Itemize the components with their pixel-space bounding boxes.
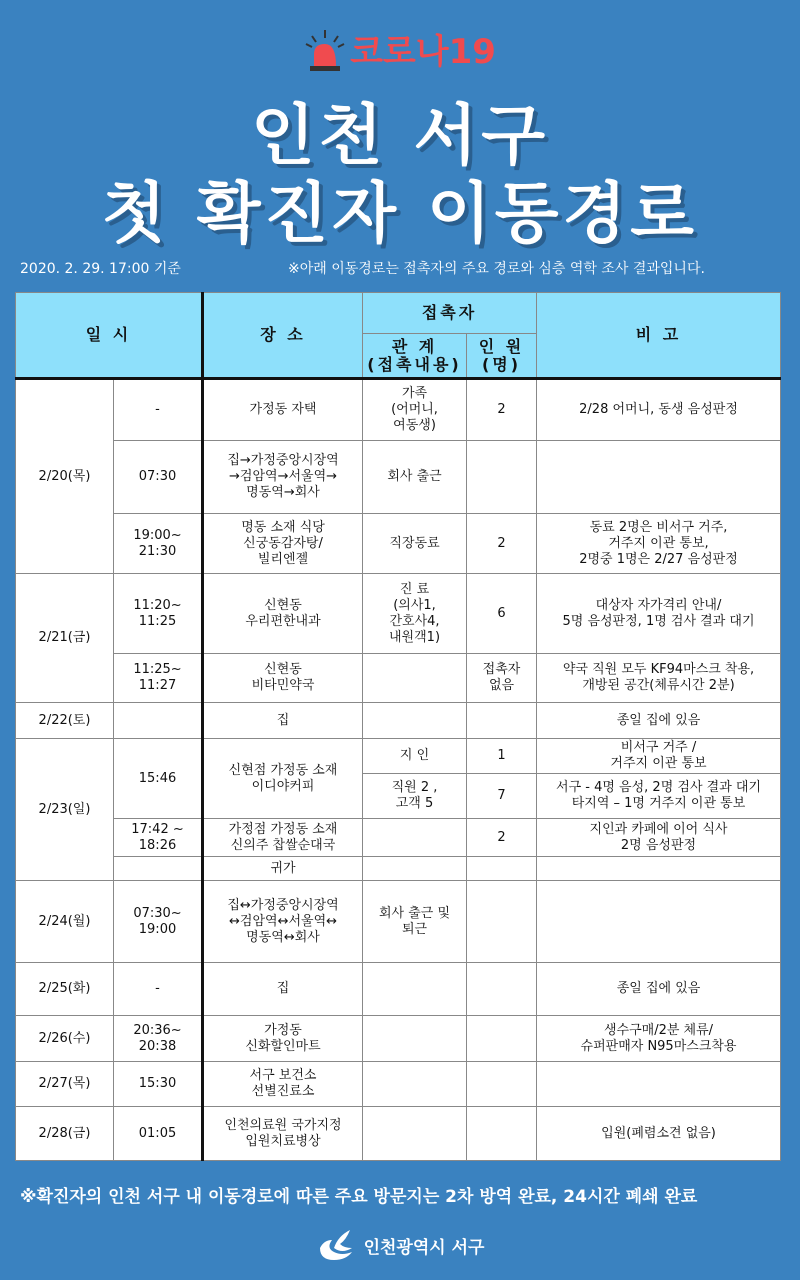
relation-cell xyxy=(363,1062,467,1107)
count-cell: 2 xyxy=(467,379,537,441)
covid-badge xyxy=(0,28,800,76)
remarks-cell xyxy=(537,857,781,881)
remarks-cell: 2/28 어머니, 동생 음성판정 xyxy=(537,379,781,441)
relation-cell: 회사 출근 및 퇴근 xyxy=(363,881,467,963)
count-cell xyxy=(467,857,537,881)
place-cell: 신현점 가정동 소재 이디야커피 xyxy=(203,739,363,819)
table-row xyxy=(16,819,781,857)
org-logo xyxy=(0,1228,800,1262)
time-cell: 07:30 xyxy=(114,441,203,514)
count-cell: 2 xyxy=(467,819,537,857)
count-cell xyxy=(467,703,537,739)
time-cell: 11:25~ 11:27 xyxy=(114,654,203,703)
date-cell: 2/25(화) xyxy=(16,963,114,1016)
time-cell xyxy=(114,703,203,739)
notice-text: ※아래 이동경로는 접촉자의 주요 경로와 심층 역학 조사 결과입니다. xyxy=(288,261,705,277)
place-cell: 신현동 우리편한내과 xyxy=(203,574,363,654)
relation-cell xyxy=(363,819,467,857)
badge-label: 코로나19 xyxy=(350,32,496,72)
place-cell: 집↔가정중앙시장역 ↔검암역↔서울역↔ 명동역↔회사 xyxy=(203,881,363,963)
siren-icon xyxy=(304,28,346,72)
place-cell: 집→가정중앙시장역 →검암역→서울역→ 명동역→회사 xyxy=(203,441,363,514)
remarks-cell: 입원(폐렴소견 없음) xyxy=(537,1107,781,1161)
table-row xyxy=(16,574,781,654)
table-row xyxy=(16,963,781,1016)
table-row xyxy=(16,379,781,441)
time-cell: - xyxy=(114,963,203,1016)
header-contacts: 접촉자 xyxy=(363,293,537,334)
relation-cell xyxy=(363,1016,467,1062)
count-cell: 접촉자 없음 xyxy=(467,654,537,703)
count-cell xyxy=(467,441,537,514)
date-cell: 2/21(금) xyxy=(16,574,114,703)
date-cell: 2/24(월) xyxy=(16,881,114,963)
table-row xyxy=(16,514,781,574)
date-cell: 2/22(토) xyxy=(16,703,114,739)
time-cell xyxy=(114,857,203,881)
place-cell: 가정점 가정동 소재 신의주 찹쌀순대국 xyxy=(203,819,363,857)
route-table xyxy=(15,292,781,1161)
remarks-cell: 약국 직원 모두 KF94마스크 착용, 개방된 공간(체류시간 2분) xyxy=(537,654,781,703)
date-cell: 2/26(수) xyxy=(16,1016,114,1062)
place-cell: 집 xyxy=(203,963,363,1016)
relation-cell xyxy=(363,654,467,703)
time-cell: 15:46 xyxy=(114,739,203,819)
count-cell: 7 xyxy=(467,774,537,819)
time-cell: 11:20~ 11:25 xyxy=(114,574,203,654)
table-row xyxy=(16,1016,781,1062)
place-cell: 명동 소재 식당 신궁동감자탕/ 빌리엔젤 xyxy=(203,514,363,574)
header-datetime: 일 시 xyxy=(16,293,203,379)
header-relation: 관 계 (접촉내용) xyxy=(363,334,467,379)
place-cell: 신현동 비타민약국 xyxy=(203,654,363,703)
count-cell: 6 xyxy=(467,574,537,654)
place-cell: 가정동 자택 xyxy=(203,379,363,441)
table-row xyxy=(16,739,781,774)
page-title-line1: 인천 서구 xyxy=(250,97,549,174)
header-place: 장 소 xyxy=(203,293,363,379)
time-cell: 19:00~ 21:30 xyxy=(114,514,203,574)
relation-cell: 직장동료 xyxy=(363,514,467,574)
time-cell: 15:30 xyxy=(114,1062,203,1107)
relation-cell: 가족 (어머니, 여동생) xyxy=(363,379,467,441)
page-title-line2: 첫 확진자 이동경로 xyxy=(101,175,698,252)
place-cell: 서구 보건소 선별진료소 xyxy=(203,1062,363,1107)
date-cell: 2/20(목) xyxy=(16,379,114,574)
remarks-cell: 지인과 카페에 이어 식사 2명 음성판정 xyxy=(537,819,781,857)
header-remarks: 비 고 xyxy=(537,293,781,379)
remarks-cell xyxy=(537,881,781,963)
time-cell: - xyxy=(114,379,203,441)
remarks-cell: 서구 - 4명 음성, 2명 검사 결과 대기 타지역 – 1명 거주지 이관 통보 xyxy=(537,774,781,819)
relation-cell: 회사 출근 xyxy=(363,441,467,514)
remarks-cell: 생수구매/2분 체류/ 슈퍼판매자 N95마스크착용 xyxy=(537,1016,781,1062)
header-count: 인 원 (명) xyxy=(467,334,537,379)
relation-cell xyxy=(363,963,467,1016)
time-cell: 17:42 ~ 18:26 xyxy=(114,819,203,857)
table-row xyxy=(16,654,781,703)
time-cell: 07:30~ 19:00 xyxy=(114,881,203,963)
seo-gu-logo-icon xyxy=(316,1228,356,1262)
remarks-cell: 대상자 자가격리 안내/ 5명 음성판정, 1명 검사 결과 대기 xyxy=(537,574,781,654)
count-cell xyxy=(467,1016,537,1062)
remarks-cell: 동료 2명은 비서구 거주, 거주지 이관 통보, 2명중 1명은 2/27 음성판정 xyxy=(537,514,781,574)
count-cell xyxy=(467,881,537,963)
relation-cell: 직원 2 , 고객 5 xyxy=(363,774,467,819)
remarks-cell: 종일 집에 있음 xyxy=(537,703,781,739)
table-row xyxy=(16,441,781,514)
place-cell: 인천의료원 국가지정 입원치료병상 xyxy=(203,1107,363,1161)
as-of-date: 2020. 2. 29. 17:00 기준 xyxy=(20,261,181,277)
org-name: 인천광역시 서구 xyxy=(363,1237,485,1258)
table-row xyxy=(16,703,781,739)
count-cell xyxy=(467,1062,537,1107)
count-cell xyxy=(467,1107,537,1161)
relation-cell xyxy=(363,703,467,739)
time-cell: 01:05 xyxy=(114,1107,203,1161)
footer-note: ※확진자의 인천 서구 내 이동경로에 따른 주요 방문지는 2차 방역 완료, 24시간 폐쇄 완료 xyxy=(20,1187,698,1207)
count-cell xyxy=(467,963,537,1016)
date-cell: 2/23(일) xyxy=(16,739,114,881)
remarks-cell: 종일 집에 있음 xyxy=(537,963,781,1016)
place-cell: 가정동 신화할인마트 xyxy=(203,1016,363,1062)
date-cell: 2/28(금) xyxy=(16,1107,114,1161)
date-cell: 2/27(목) xyxy=(16,1062,114,1107)
count-cell: 2 xyxy=(467,514,537,574)
place-cell: 집 xyxy=(203,703,363,739)
place-cell: 귀가 xyxy=(203,857,363,881)
remarks-cell xyxy=(537,1062,781,1107)
remarks-cell: 비서구 거주 / 거주지 이관 통보 xyxy=(537,739,781,774)
count-cell: 1 xyxy=(467,739,537,774)
table-row xyxy=(16,857,781,881)
time-cell: 20:36~ 20:38 xyxy=(114,1016,203,1062)
relation-cell xyxy=(363,1107,467,1161)
relation-cell: 지 인 xyxy=(363,739,467,774)
table-row xyxy=(16,881,781,963)
remarks-cell xyxy=(537,441,781,514)
relation-cell xyxy=(363,857,467,881)
table-row xyxy=(16,1062,781,1107)
table-row xyxy=(16,1107,781,1161)
relation-cell: 진 료 (의사1, 간호사4, 내원객1) xyxy=(363,574,467,654)
